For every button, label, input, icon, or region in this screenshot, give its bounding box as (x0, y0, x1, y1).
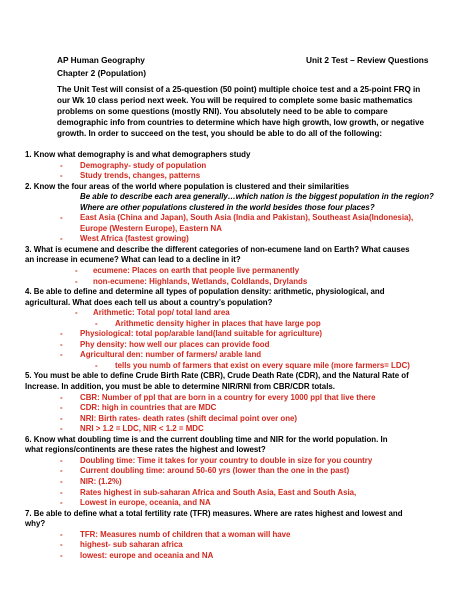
dash-bullet: - (60, 487, 63, 497)
question-2-note: Where are other populations clustered in the world besides those four places? (80, 202, 375, 212)
dash-bullet: - (60, 234, 63, 244)
dash-bullet: - (75, 266, 78, 276)
answer-item (25, 340, 459, 351)
dash-bullet: - (60, 213, 63, 223)
answer-text: NIR: (1.2%) (80, 476, 122, 486)
dash-bullet: - (60, 171, 63, 181)
answer-item (25, 466, 459, 477)
answer-subitem (25, 361, 459, 372)
answer-text: CDR: high in countries that are MDC (80, 403, 217, 413)
answer-text: Agricultural den: number of farmers/ arable land (80, 350, 262, 360)
answer-item (25, 234, 459, 245)
unit-title: Unit 2 Test – Review Questions (306, 55, 429, 65)
dash-bullet: - (75, 276, 78, 286)
answer-item (25, 456, 459, 467)
dash-bullet: - (60, 498, 63, 508)
answer-text: Arithmetic density higher in places that have large pop (115, 318, 321, 328)
intro-paragraph: The Unit Test will consist of a 25-question (50 point) multiple choice test and a 25-point FRQ in our Wk 10 class period next week. You will be required to complete some basic mathematics problems on some questions (mostly RNI). You absolutely need to be able to compare demographic info from countries to determine which have high growth, low growth, or negative growth. In order to succeed on the test, you should be able to do all of the following: (57, 85, 424, 139)
dash-bullet: - (60, 455, 63, 465)
question-7: 7. Be able to define what a total fertility rate (TFR) measures. Where are rates highest and lowest and (25, 508, 403, 518)
answer-text: tells you numb of farmers that exist on every square mile (more farmers= LDC) (115, 360, 410, 370)
answer-item (25, 266, 459, 277)
dash-bullet: - (60, 329, 63, 339)
answer-text: non-ecumene: Highlands, Wetlands, Coldlands, Drylands (93, 276, 308, 286)
question-3-cont: an increase in ecumene? What can lead to a decline in it? (25, 255, 241, 265)
answer-item (25, 424, 459, 435)
dash-bullet: - (60, 540, 63, 550)
answer-text: TFR: Measures numb of children that a woman will have (80, 529, 291, 539)
answer-item (25, 414, 459, 425)
answer-text: Demography- study of population (80, 160, 207, 170)
question-4-cont: agricultural. What does each tell us about a country’s population? (25, 297, 273, 307)
answer-text: Arithmetic: Total pop/ total land area (93, 308, 230, 318)
answer-text: East Asia (China and Japan), South Asia (India and Pakistan), Southeast Asia(Indonesia), (80, 213, 414, 223)
dash-bullet: - (60, 160, 63, 170)
answer-item (25, 161, 459, 172)
dash-bullet: - (60, 392, 63, 402)
dash-bullet: - (60, 550, 63, 560)
answer-item (25, 498, 459, 509)
question-5-cont: Increase. In addition, you must be able to determine NIR/RNI from CBR/CDR totals. (25, 382, 335, 392)
dash-bullet: - (95, 318, 98, 328)
dash-bullet: - (60, 339, 63, 349)
dash-bullet: - (60, 529, 63, 539)
answer-text: Rates highest in sub-saharan Africa and South Asia, East and South Asia, (80, 487, 357, 497)
answer-item (25, 540, 459, 551)
dash-bullet: - (60, 403, 63, 413)
question-7-cont: why? (25, 519, 46, 529)
answer-text: Current doubling time: around 50-60 yrs (lower than the one in the past) (80, 466, 350, 476)
answer-item (25, 393, 459, 404)
answer-item (25, 551, 459, 562)
answer-item (25, 329, 459, 340)
answer-item (25, 171, 459, 182)
dash-bullet: - (95, 360, 98, 370)
dash-bullet: - (60, 350, 63, 360)
question-2: 2. Know the four areas of the world where population is clustered and their similarities (25, 181, 350, 191)
answer-text: Lowest in europe, oceania, and NA (80, 498, 211, 508)
questions-list (25, 150, 459, 561)
answer-text: West Africa (fastest growing) (80, 234, 189, 244)
answer-item (25, 277, 459, 288)
answer-item (25, 308, 459, 319)
answer-text: Doubling time: Time it takes for your country to double in size for you country (80, 455, 373, 465)
answer-item (25, 477, 459, 488)
dash-bullet: - (60, 466, 63, 476)
answer-text: NRI: Birth rates- death rates (shift decimal point over one) (80, 413, 298, 423)
dash-bullet: - (75, 308, 78, 318)
question-5: 5. You must be able to define Crude Birth Rate (CBR), Crude Death Rate (CDR), and the Natural Rate of (25, 371, 409, 381)
question-4: 4. Be able to define and determine all types of population density: arithmetic, physiological, and (25, 287, 385, 297)
answer-item (25, 213, 459, 224)
answer-item (25, 350, 459, 361)
answer-text: highest- sub saharan africa (80, 540, 183, 550)
answer-item (25, 530, 459, 541)
answer-subitem (25, 319, 459, 330)
course-title: AP Human Geography (57, 55, 145, 65)
dash-bullet: - (60, 476, 63, 486)
answer-text: Physiological: total pop/arable land(land suitable for agriculture) (80, 329, 323, 339)
question-3: 3. What is ecumene and describe the different categories of non-ecumene land on Earth? What causes (25, 244, 410, 254)
chapter-title: Chapter 2 (Population) (57, 68, 146, 78)
question-6-cont: what regions/continents are these rates the highest and lowest? (25, 445, 266, 455)
answer-item-continued: Europe (Western Europe), Eastern NA (80, 223, 222, 233)
question-2-note: Be able to describe each area generally…which nation is the biggest population in the region? (80, 192, 434, 202)
question-1: 1. Know what demography is and what demographers study (25, 150, 251, 159)
answer-text: NRI > 1.2 = LDC, NIR < 1.2 = MDC (80, 424, 204, 434)
answer-text: Study trends, changes, patterns (80, 171, 201, 181)
answer-item (25, 403, 459, 414)
answer-text: lowest: europe and oceania and NA (80, 550, 214, 560)
question-6: 6. Know what doubling time is and the current doubling time and NIR for the world population. In (25, 434, 388, 444)
answer-text: CBR: Number of ppl that are born in a country for every 1000 ppl that live there (80, 392, 376, 402)
dash-bullet: - (60, 413, 63, 423)
answer-text: ecumene: Places on earth that people live permanently (93, 266, 300, 276)
dash-bullet: - (60, 424, 63, 434)
answer-item (25, 488, 459, 499)
answer-text: Phy density: how well our places can provide food (80, 339, 270, 349)
